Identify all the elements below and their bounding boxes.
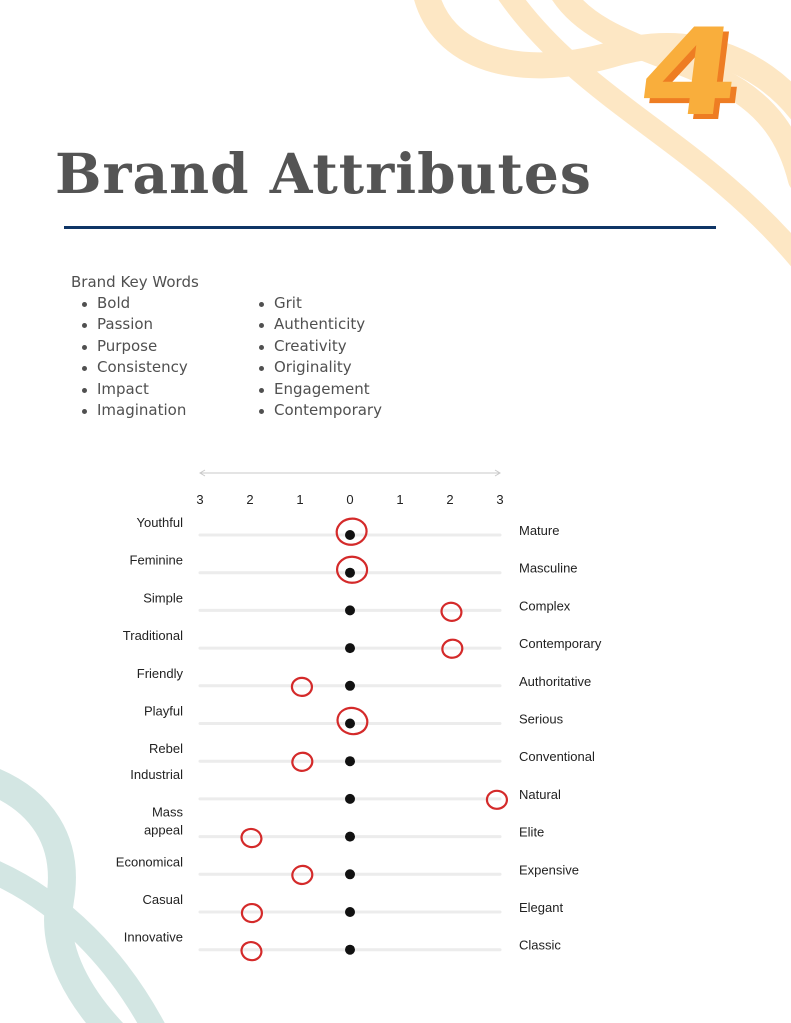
center-dot: [345, 643, 355, 653]
center-dot: [345, 530, 355, 540]
scale-tick-label: 2: [446, 492, 454, 507]
attribute-right-label: Complex: [519, 598, 571, 614]
center-dot: [345, 907, 355, 917]
keyword-item: Passion: [76, 314, 188, 335]
center-dot: [345, 945, 355, 955]
attribute-left-label: Traditional: [122, 628, 183, 644]
center-dot: [345, 719, 355, 729]
attribute-right-label: Conventional: [519, 749, 595, 765]
keyword-item: Authenticity: [253, 314, 382, 335]
keyword-item: Grit: [253, 293, 382, 314]
center-dot: [345, 832, 355, 842]
page-title: Brand Attributes: [55, 141, 592, 206]
attribute-right-label: Mature: [519, 523, 560, 538]
attribute-right-label: Classic: [519, 937, 561, 953]
attribute-right-label: Authoritative: [519, 673, 592, 689]
center-dot: [345, 869, 355, 879]
center-dot: [345, 794, 355, 804]
attribute-right-label: Contemporary: [519, 636, 602, 652]
attribute-right-label: Masculine: [519, 560, 578, 576]
attribute-left-label: Rebel: [149, 741, 183, 757]
attribute-right-label: Expensive: [519, 862, 579, 878]
attribute-left-label: Youthful: [136, 515, 183, 530]
scale-tick-label: 1: [296, 492, 304, 507]
keywords-heading: Brand Key Words: [71, 273, 199, 291]
attribute-left-label: Feminine: [129, 552, 183, 568]
keyword-item: Bold: [76, 293, 188, 314]
attribute-left-label: Playful: [143, 703, 183, 719]
keyword-item: Engagement: [253, 379, 382, 400]
keyword-item: Consistency: [76, 357, 188, 378]
keyword-item: Creativity: [253, 336, 382, 357]
scale-tick-label: 1: [396, 492, 404, 507]
keyword-item: Originality: [253, 357, 382, 378]
attribute-left-label: Casual: [142, 892, 183, 907]
center-dot: [345, 605, 355, 615]
attribute-right-label: Serious: [519, 711, 564, 727]
attribute-left-label: Simple: [143, 590, 183, 606]
attribute-left-label: Innovative: [123, 929, 183, 945]
center-dot: [345, 568, 355, 578]
attribute-right-label: Natural: [519, 786, 561, 802]
attribute-left-label: Mass: [151, 804, 183, 820]
scale-tick-label: 3: [196, 492, 204, 507]
scale-tick-label: 2: [246, 492, 254, 507]
attribute-left-label: appeal: [143, 822, 183, 838]
attribute-right-label: Elegant: [519, 900, 564, 915]
attribute-right-label: Elite: [519, 824, 545, 840]
center-dot: [345, 681, 355, 691]
keyword-item: Imagination: [76, 400, 188, 421]
keyword-item: Contemporary: [253, 400, 382, 421]
center-dot: [345, 756, 355, 766]
attribute-left-label: Economical: [115, 854, 183, 870]
scale-tick-label: 0: [346, 492, 354, 507]
page-number: 4: [632, 4, 744, 143]
keyword-item: Impact: [76, 379, 188, 400]
attribute-left-label: Industrial: [130, 766, 183, 782]
keyword-item: Purpose: [76, 336, 188, 357]
attribute-left-label: Friendly: [136, 665, 183, 681]
scale-tick-label: 3: [496, 492, 504, 507]
